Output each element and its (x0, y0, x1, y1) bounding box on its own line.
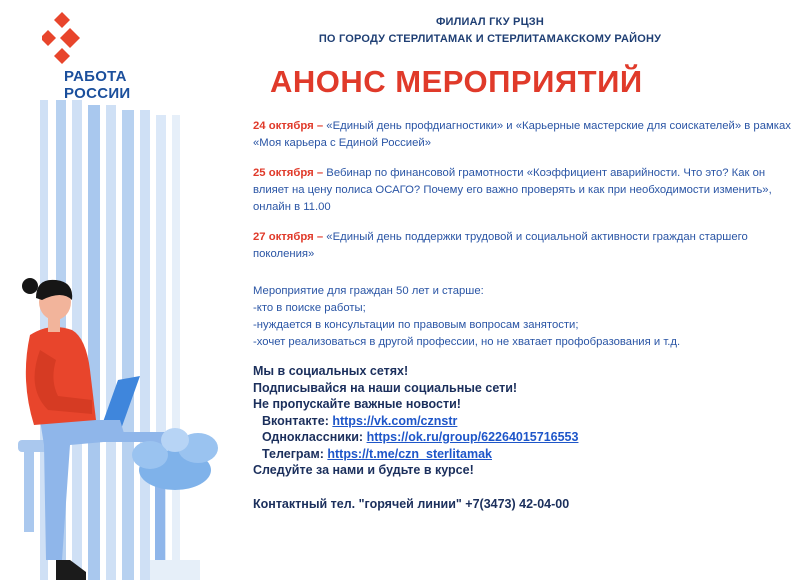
event-text: «Единый день поддержки трудовой и социальной активности граждан старшего поколения» (253, 231, 748, 260)
org-line-1: ФИЛИАЛ ГКУ РЦЗН (435, 16, 545, 28)
vk-label: Вконтакте: (262, 413, 333, 428)
logo-wordmark (64, 68, 184, 102)
social-line-2: Подписывайся на наши социальные сети! (253, 380, 518, 395)
event-dash: – (313, 167, 327, 179)
older-citizens-item: -кто в поиске работы; (253, 302, 366, 314)
page-title: АНОНС МЕРОПРИЯТИЙ (270, 64, 643, 99)
event-item (253, 165, 793, 216)
event-item (253, 118, 793, 152)
event-dash: – (313, 120, 327, 132)
telegram-link[interactable]: https://t.me/czn_sterlitamak (327, 446, 493, 461)
logo-arrows-icon (42, 8, 112, 68)
logo-line-2: РОССИИ (64, 85, 131, 102)
event-text: «Единый день профдиагностики» и «Карьерные мастерские для соискателей» в рамках «Моя карьера с Единой Россией» (253, 120, 791, 149)
ok-label: Одноклассники: (262, 430, 367, 444)
social-footer: Следуйте за нами и будьте в курсе! (253, 463, 474, 477)
event-item (253, 229, 793, 263)
vk-row (253, 413, 793, 430)
older-citizens-item: -нуждается в консультации по правовым вопросам занятости; (253, 319, 579, 331)
older-citizens-block (253, 283, 793, 351)
older-citizens-title: Мероприятие для граждан 50 лет и старше: (253, 285, 484, 297)
organization-header (260, 14, 720, 48)
event-text: Вебинар по финансовой грамотности «Коэффициент аварийности. Что это? Как он влияет на цену полиса ОСАГО? Почему его важно проверять и как при необходимости изменить», онлайн в 11.00 (253, 167, 772, 213)
older-citizens-item: -хочет реализоваться в другой профессии, но не хватает профобразования и т.д. (253, 336, 681, 348)
ok-link[interactable]: https://ok.ru/group/62264015716553 (366, 430, 579, 444)
event-dash: – (313, 231, 327, 243)
social-block (253, 363, 793, 479)
vk-link[interactable]: https://vk.com/cznstr (332, 413, 458, 428)
social-line-3: Не пропускайте важные новости! (253, 397, 461, 411)
org-line-2: ПО ГОРОДУ СТЕРЛИТАМАК И СТЕРЛИТАМАКСКОМУ РАЙОНУ (318, 33, 662, 45)
events-list (253, 118, 793, 276)
telegram-row (253, 446, 793, 463)
logo-line-1: РАБОТА (64, 68, 127, 85)
event-date: 27 октября (253, 231, 314, 243)
ok-row (253, 429, 793, 446)
event-date: 25 октября (253, 167, 314, 179)
hotline-phone: Контактный тел. "горячей линии" +7(3473) 42-04-00 (253, 497, 570, 511)
telegram-label: Телеграм: (262, 446, 328, 461)
event-date: 24 октября (253, 120, 314, 132)
social-line-1: Мы в социальных сетях! (253, 364, 409, 378)
